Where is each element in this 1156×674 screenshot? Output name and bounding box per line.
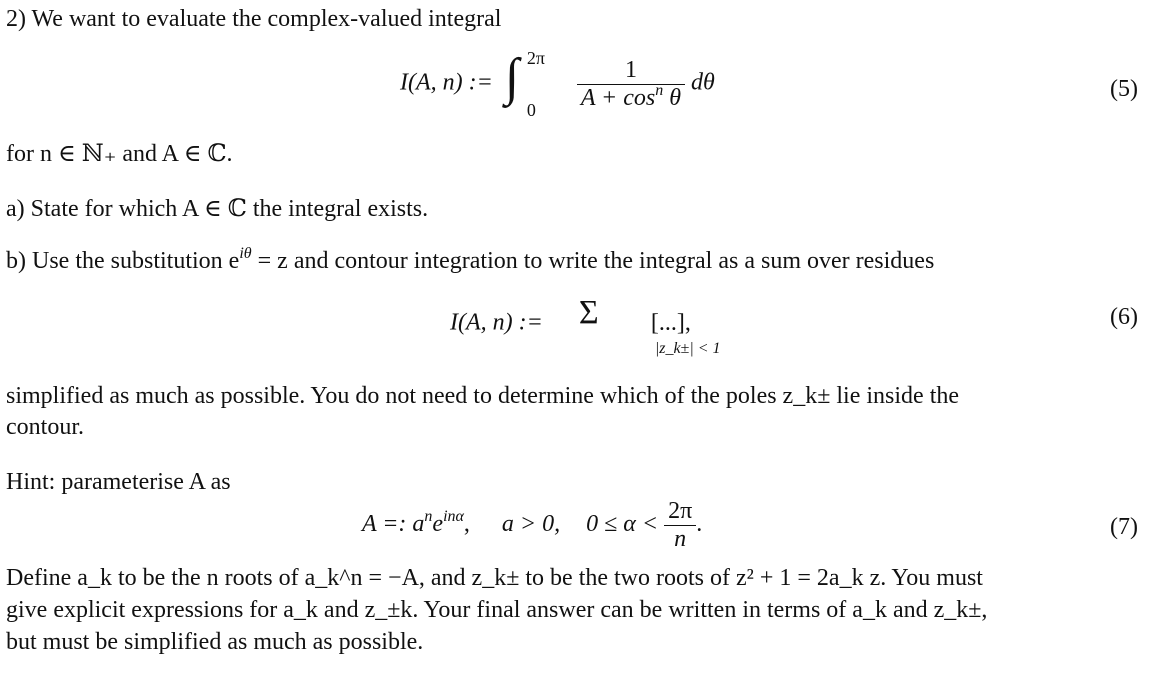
part-a: a) State for which A ∈ ℂ the integral exists. (6, 196, 429, 222)
eq7-condition-alpha: 0 ≤ α < (586, 511, 659, 538)
eq5-lower-limit: 0 (526, 100, 536, 120)
simplified-line-1: simplified as much as possible. You do not need to determine which of the poles z_k± lie inside the (6, 383, 960, 409)
eq5-lhs: I(A, n) := (400, 69, 493, 96)
equation-7: A =: $a^ne^{in\alpha}$, a > 0, 0 ≤ α < $\frac{2\pi}{n}$ . (362, 498, 703, 552)
domain-line: for n ∈ ℕ₊ and A ∈ ℂ. (6, 141, 233, 167)
eq5-fraction (577, 57, 685, 112)
eq6-sum-range: |z_k±| < 1 (654, 340, 721, 357)
sum-symbol: Σ |z_k±| < 1 (578, 294, 721, 357)
eq5-numerator: 1 (624, 56, 637, 83)
eq7-fraction: $\frac{2\pi}{n}$ (664, 498, 696, 553)
equation-number-6: (6) (1110, 304, 1138, 330)
eq6-body: [...], (650, 309, 691, 336)
simplified-line-2: contour. (6, 414, 84, 440)
equation-6 (450, 294, 721, 357)
equation-number-7: (7) (1110, 514, 1138, 540)
equation-5 (400, 48, 715, 120)
integral-sign: ∫ 2π 0 (504, 48, 545, 120)
eq6-lhs: I(A, n) := (450, 309, 543, 336)
part-b: b) Use the substitution $e^{i\theta} = z$ and contour integration to write the integral as a sum over residues (6, 245, 935, 274)
equation-number-5: (5) (1110, 76, 1138, 102)
define-line-3: but must be simplified as much as possible. (6, 629, 424, 655)
intro-text: 2) We want to evaluate the complex-valued integral (6, 6, 502, 32)
eq5-denominator: $A + \cos^n \theta$ (577, 84, 685, 112)
eq7-condition-a: a > 0, (501, 511, 561, 538)
eq5-dtheta: dθ (691, 69, 715, 96)
define-line-2: give explicit expressions for a_k and z_±k. Your final answer can be written in terms of a_k and z_k±, (6, 597, 988, 623)
define-line-1: Define a_k to be the n roots of a_k^n = −A, and z_k± to be the two roots of z² + 1 = 2a_k z. You must (6, 565, 983, 591)
hint-text: Hint: parameterise A as (6, 469, 231, 495)
eq5-upper-limit: 2π (526, 48, 545, 68)
